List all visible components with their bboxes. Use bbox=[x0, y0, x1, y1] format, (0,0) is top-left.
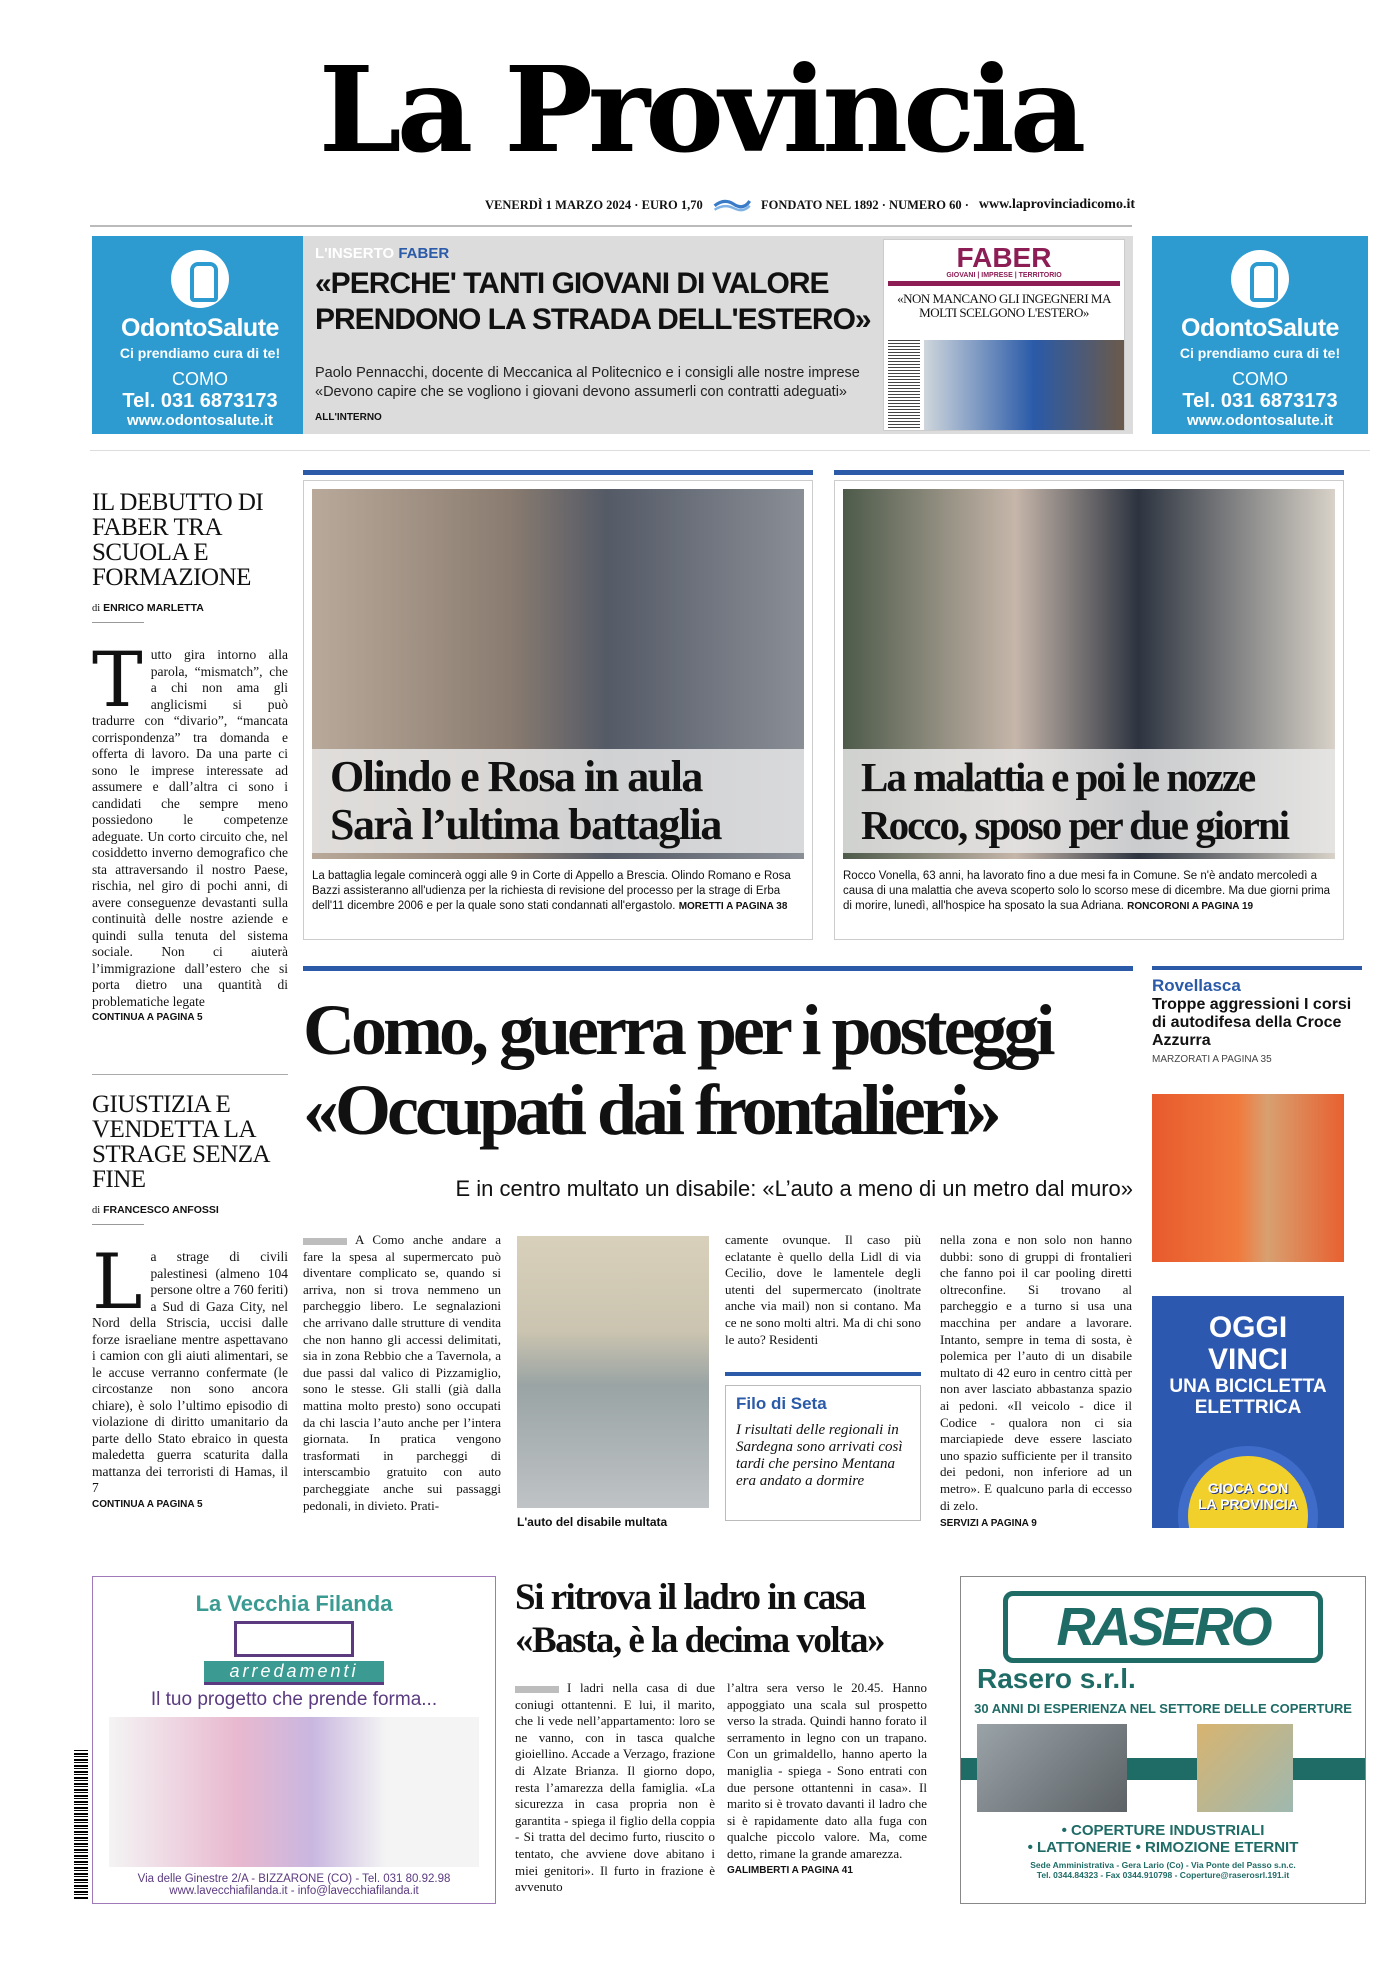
main-subhead: E in centro multato un disabile: «L’auto a meno di un metro dal muro» bbox=[455, 1176, 1133, 1201]
bottom-ref[interactable]: GALIMBERTI A PAGINA 41 bbox=[727, 1864, 853, 1876]
masthead-divider bbox=[90, 225, 1132, 227]
odonto-ad-left[interactable] bbox=[92, 236, 308, 441]
faber-summary: Paolo Pennacchi, docente di Meccanica al Politecnico e i consigli alle nostre imprese «Devono capire che se vogliono i giovani devono assumerli con contratti adeguati» bbox=[315, 365, 860, 400]
byline: di ENRICO MARLETTA bbox=[92, 602, 204, 614]
filo-di-seta-box bbox=[725, 1385, 921, 1521]
date-price: VENERDÌ 1 MARZO 2024 · EURO 1,70 bbox=[485, 197, 703, 212]
byline: di FRANCESCO ANFOSSI bbox=[92, 1204, 219, 1216]
ad-tagline: Ci prendiamo cura di te! bbox=[1179, 345, 1341, 361]
ad-city: COMO bbox=[1232, 369, 1288, 389]
main-col-2: camente ovunque. Il caso più eclatante è quello della Lidl di via Cecilio, dove le lamentele degli utenti del supermercato (inoltrate anche via mail) non si contano. Ma ce ne sono molti altri. Ma di chi sono le auto? Residenti bbox=[725, 1232, 921, 1347]
story-caption: La battaglia legale comincerà oggi alle 9 in Corte di Appello a Brescia. Olindo Romano e Rosa Bazzi assisteranno all'udienza per la richiesta di revisione del processo per la strage di Erba dell'11 dicembre 2006 e per la quale sono stati condannati all'ergastolo. MORETTI A PAGINA 38 bbox=[312, 870, 791, 912]
ad-tel: Tel. 031 6873173 bbox=[1182, 390, 1338, 412]
website-link[interactable]: www.laprovinciadicomo.it bbox=[978, 197, 1135, 212]
main-headline[interactable]: Como, guerra per i posteggi «Occupati dai frontalieri» bbox=[303, 990, 1052, 1150]
furniture-icon bbox=[234, 1621, 354, 1657]
gioca-badge: GIOCA CON LA PROVINCIA bbox=[1178, 1446, 1318, 1528]
ad-director: Dir. San. Dott. Paolo Valsesia bbox=[1217, 434, 1303, 441]
rasero-photos bbox=[961, 1724, 1365, 1814]
continue-link[interactable]: CONTINUA A PAGINA 5 bbox=[92, 1012, 203, 1023]
story-headline: La malattia e poi le nozze Rocco, sposo per due giorni bbox=[843, 749, 1335, 853]
faber-cover-thumbnail[interactable]: FABER GIOVANI | IMPRESE | TERRITORIO «NON MANCANO GLI INGEGNERI MA MOLTI SCELGONO L'ESTERO» bbox=[883, 239, 1125, 431]
filo-title: Filo di Seta bbox=[736, 1394, 827, 1413]
barcode bbox=[74, 1750, 88, 1900]
ad-city: COMO bbox=[172, 369, 228, 389]
vecchia-filanda-ad[interactable]: La Vecchia Filanda arredamenti Il tuo progetto che prende forma... Via delle Ginestre 2/A - BIZZARONE (CO) - Tel. 031 80.92.98 www.lavecchiafilanda.it - info@lavecchiafilanda.it bbox=[92, 1576, 496, 1904]
sidebar-photo bbox=[1152, 1094, 1344, 1262]
tooth-icon bbox=[1231, 250, 1289, 308]
sidebar-kicker: Rovellasca bbox=[1152, 976, 1241, 995]
gioca-ad[interactable]: OGGI VINCI UNA BICICLETTA ELETTRICA GIOCA CON LA PROVINCIA bbox=[1152, 1296, 1344, 1528]
wave-logo-icon bbox=[713, 196, 751, 214]
ad-photo-couple bbox=[109, 1717, 479, 1867]
masthead-title: La Provincia bbox=[318, 40, 1082, 179]
editorial-title: GIUSTIZIA E VENDETTA LA STRAGE SENZA FINE bbox=[92, 1091, 269, 1193]
founded-number: FONDATO NEL 1892 · NUMERO 60 · bbox=[761, 197, 969, 212]
photo-story-olindo[interactable] bbox=[303, 480, 813, 940]
editorial-title: IL DEBUTTO DI FABER TRA SCUOLA E FORMAZIONE bbox=[92, 489, 264, 591]
ad-web: www.odontosalute.it bbox=[1186, 412, 1334, 429]
odonto-ad-right[interactable] bbox=[1152, 236, 1368, 441]
tooth-icon bbox=[171, 250, 229, 308]
rasero-ad[interactable]: RASERO Rasero s.r.l. 30 ANNI DI ESPERIENZA NEL SETTORE DELLE COPERTURE • COPERTURE INDUSTRIALI • LATTONERIE • RIMOZIONE ETERNIT Sede Amministrativa - Gera Lario (Co) - Via Ponte del Passo s.n.c. Tel. 0344.84323 - Fax 0344.910798 - Coperture@raserosrl.191.it bbox=[960, 1576, 1366, 1904]
bottom-col-2: l’altra sera verso le 20.45. Hanno appoggiato una scala sul prospetto verso la strada. Quindi hanno forato il serramento in legno con un trapano. Con un grimaldello, hanno aperto la maniglia - spiega - Sono entrati con due persone ottantenni in casa». Il marito si è trovato davanti il ladro che si è rapidamente dato alla fuga con qualche piccolo valore. Ma, come detto, rimane la grande amarezza. GALIMBERTI A PAGINA 41 bbox=[727, 1680, 927, 1879]
ad-web: www.odontosalute.it bbox=[126, 412, 274, 429]
editorial-body: La strage di civili palestinesi (almeno 104 persone oltre a 760 feriti) a Sud di Gaza City, nel Nord della Striscia, uccisi dalle forze israeliane mentre aspettavano i camion con gli aiuti alimentari, se le accuse verranno confermate (le circostanze non sono ancora chiare), è solo l’ultimo episodio di violazione di diritto umanitario da parte dello Stato ebraico in questa maledetta guerra scaturita dalla mattanza dei terroristi di Hamas, il 7 bbox=[92, 1237, 288, 1495]
ad-tagline: Ci prendiamo cura di te! bbox=[119, 345, 281, 361]
faber-insert-box[interactable] bbox=[303, 236, 1133, 434]
bottom-col-1: I ladri nella casa di due coniugi ottantenni. E lui, il marito, che li vede nell’appartamento: loro se ne vanno, con in tasca qualche gioiellino. Accade a Verzago, frazione di Alzate Brianza. Il giorno dopo, resta l’amarezza della famiglia. «La sicurezza in casa propria non è garantita - spiega il figlio della coppia - Si tratta del decimo furto, riuscito o tentato, che avviene dove abitano i miei genitori». Il furto in frazione è avvenuto bbox=[515, 1680, 715, 1895]
faber-kicker: L'INSERTO FABER bbox=[315, 245, 450, 262]
dateline bbox=[485, 196, 1135, 214]
filo-text: I risultati delle regionali in Sardegna sono arrivati così tardi che persino Mentana era andato a dormire bbox=[736, 1422, 903, 1489]
story-caption: Rocco Vonella, 63 anni, ha lavorato fino a due mesi fa in Comune. Se n'è andato mercoledì a causa di una malattia che aveva scoperto solo lo scorso mese di dicembre. Ma due giorni prima di morire, lunedì, all'hospice ha sposato la sua Adriana. RONCORONI A PAGINA 19 bbox=[843, 870, 1331, 912]
editorial-body: Tutto gira intorno alla parola, “mismatch”, che a chi non ama gli anglicismi si può tradurre con “divario”, “mancata corrispondenza” tra domanda e offerta di lavoro. Da una parte ci sono le imprese interessate ad assumere e dall’altra ci sono i candidati che sempre meno possiedono le competenze adeguate. Un corto circuito che, nel cosiddetto inverno demografico che sta attraversando il nostro Paese, rischia, nel giro di pochi anni, di avere conseguenze devastanti sulla continuità delle nostre aziende e quindi sulla tenuta del sistema sociale. Non ci aiuterà l’immigrazione dall’estero che si porta dietro una quantità di problematiche legate bbox=[92, 635, 288, 1009]
photo-caption: L'auto del disabile multata bbox=[517, 1515, 668, 1529]
faber-headline: «PERCHE' TANTI GIOVANI DI VALORE PRENDONO LA STRADA DELL'ESTERO» bbox=[315, 267, 871, 336]
sidebar-headline: Troppe aggressioni I corsi di autodifesa della Croce Azzurra bbox=[1152, 996, 1352, 1049]
main-col-1: A Como anche andare a fare la spesa al supermercato può diventare complicato se, quando si arriva, non si trova nemmeno un parcheggio libero. Le segnalazioni che arrivano dalle strutture di vendita che non hanno gli accessi delimitati, sia in zona Rebbio che a Tavernola, a due passi dal valico di Pizzamiglio, sono le stesse. Gli stalli (già dalla mattina molto presto) sono occupati da chi lascia l’auto anche per l’intera giornata. In pratica vengono trasformati in parcheggi di interscambio gratuito con auto parcheggiate anche sui passaggi pedonali, in divieto. Prati- bbox=[303, 1232, 501, 1513]
main-ref[interactable]: SERVIZI A PAGINA 9 bbox=[940, 1518, 1037, 1530]
faber-ref: ALL'INTERNO bbox=[315, 412, 382, 423]
faber-cover-photo bbox=[924, 340, 1124, 430]
bottom-headline[interactable]: Si ritrova il ladro in casa «Basta, è la decima volta» bbox=[515, 1577, 884, 1661]
photo-story-rocco[interactable] bbox=[834, 480, 1344, 940]
ad-tel: Tel. 031 6873173 bbox=[122, 390, 278, 412]
editorial-1 bbox=[92, 490, 288, 1023]
ad-brand: OdontoSalute bbox=[1181, 314, 1339, 342]
continue-link[interactable]: CONTINUA A PAGINA 5 bbox=[92, 1498, 203, 1510]
ad-director: Dir. San. Dott. Paolo Valsesia bbox=[157, 434, 243, 441]
ad-brand: OdontoSalute bbox=[121, 314, 279, 342]
main-photo-car bbox=[517, 1236, 709, 1508]
editorial-2 bbox=[92, 1092, 288, 1510]
story-headline: Olindo e Rosa in aula Sarà l’ultima battaglia bbox=[312, 749, 804, 853]
sidebar-ref: MARZORATI A PAGINA 35 bbox=[1152, 1054, 1272, 1065]
sidebar-story[interactable] bbox=[1152, 976, 1362, 1065]
main-col-3: nella zona e non solo non hanno dubbi: sono di gruppi di frontalieri che fanno poi il car pooling diretti oltreconfine. Si trovano al parcheggio e a turno si usa una macchina per andare a lavorare. Intanto, sempre in tema di sosta, è polemica per l’auto di un disabile multato di 42 euro in centro città per non aver lasciato abbastanza spazio ai pedoni. «Il veicolo - dice il Codice - qualora non ci sia marciapiede deve essere lasciato uno spazio sufficiente per il transito dei pedoni, non inferiore ad un metro». E qualcuno parla di eccesso di zelo. SERVIZI A PAGINA 9 bbox=[940, 1232, 1132, 1533]
